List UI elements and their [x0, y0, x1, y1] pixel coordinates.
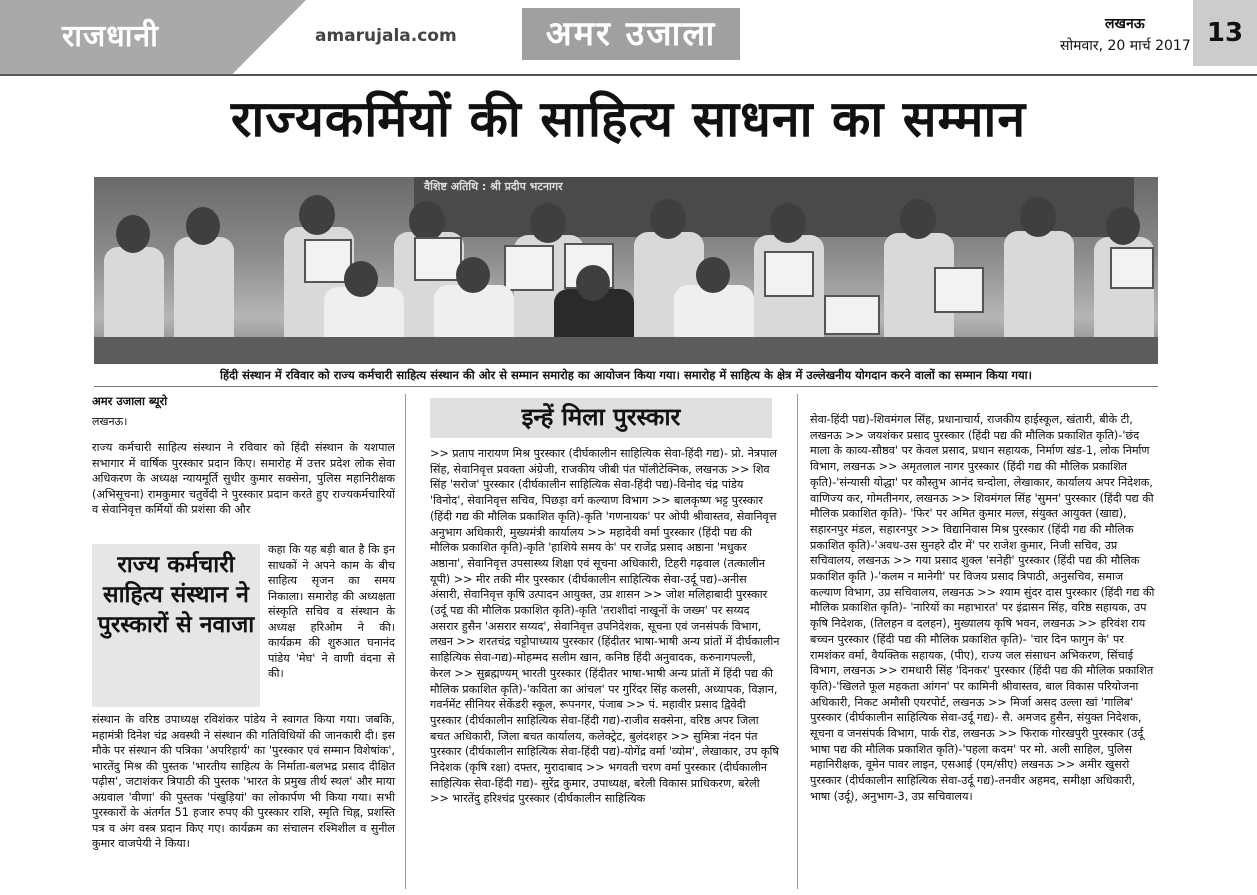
person-figure	[174, 237, 234, 347]
person-head	[530, 203, 566, 243]
edition-city: लखनऊ	[1105, 16, 1145, 32]
stage-table	[94, 337, 1158, 364]
award-plaque	[824, 295, 880, 335]
person-head	[770, 203, 806, 243]
person-head	[576, 265, 610, 301]
person-head	[900, 199, 936, 239]
person-head	[650, 199, 686, 239]
byline: अमर उजाला ब्यूरो	[92, 394, 168, 408]
masthead-logo: अमर उजाला	[522, 8, 740, 60]
person-head	[1020, 197, 1056, 237]
person-head	[1106, 207, 1140, 245]
site-url: amarujala.com	[315, 26, 457, 46]
person-head	[409, 201, 445, 241]
person-head	[186, 207, 220, 245]
award-plaque	[934, 267, 984, 313]
section-name: राजधानी	[62, 19, 159, 54]
person-head	[299, 195, 335, 235]
header-divider	[0, 74, 1257, 76]
caption-divider	[94, 386, 1158, 387]
dateline: लखनऊ।	[92, 415, 128, 428]
pull-quote: राज्य कर्मचारी साहित्य संस्थान ने पुरस्कारों से नवाजा	[97, 552, 255, 638]
column-divider	[405, 394, 406, 889]
awards-list: >> प्रताप नारायण मिश्र पुरस्कार (दीर्घकालीन साहित्यिक सेवा-हिंदी गद्य)- प्रो. नेत्रपाल सिंह, सेवानिवृत्त प्रवक्ता अंग्रेजी, राजकीय जीबी पंत पॉलीटेक्निक, लखनऊ >> शिव सिंह 'सरोज' पुरस्कार (दीर्घकालीन साहित्यिक सेवा-हिंदी पद्य)-विनोद चंद्र पांडेय 'विनोद', सेवानिवृत्त सचिव, पिछड़ा वर्ग कल्याण विभाग >> बालकृष्ण भट्ट पुरस्कार (हिंदी गद्य की मौलिक प्रकाशित कृति)-कृति 'गणनायक' पर ओपी श्रीवास्तव, सेवानिवृत्त अनुभाग अधिकारी, मुख्यमंत्री कार्यालय >> महादेवी वर्मा पुरस्कार (हिंदी पद्य की मौलिक प्रकाशित कृति)-कृति 'हाशिये समय के' पर राजेंद्र प्रसाद अष्ठाना 'मधुकर अष्ठाना', सेवानिवृत्त उपसास्थ्य शिक्षा एवं सूचना अधिकारी, टिहरी गढ़वाल (तत्कालीन यूपी) >> मीर तकी मीर पुरस्कार (दीर्घकालीन साहित्यिक सेवा-उर्दू पद्य)-अनीस अंसारी, सेवानिवृत्त कृषि उत्पादन आयुक्त, उप्र शासन >> जोश मलिहाबादी पुरस्कार (उर्दू पद्य की मौलिक प्रकाशित कृति)-कृति 'तराशीदां नाखूनों के जख्म' पर सय्यद असरार हुसैन 'असरार सय्यद', सेवानिवृत्त उपनिदेशक, सूचना एवं जनसंपर्क विभाग, लखन >> शरतचंद्र चट्टोपाध्याय पुरस्कार (हिंदीतर भाषा-भाषी अन्य प्रांतों में दीर्घकालीन साहित्यिक सेवा-गद्य)-मोहम्मद सलीम खान, कनिष्ठ हिंदी अनुवादक, करुनागपल्ली, केरल >> सुब्रह्मण्यम् भारती पुरस्कार (हिंदीतर भाषा-भाषी अन्य प्रांतों में हिंदी पद्य की मौलिक प्रकाशित कृति)-'कविता का आंचल' पर गुरिंदर सिंह कलसी, अध्यापक, विज्ञान, गवर्नमेंट सीनियर सेकेंडरी स्कूल, रूपनगर, पंजाब >> पं. महावीर प्रसाद द्विवेदी पुरस्कार (दीर्घकालीन साहित्यिक सेवा-हिंदी गद्य)-राजीव सक्सेना, वरिष्ठ अपर जिला बचत अधिकारी, जिला बचत कार्यालय, कलेक्ट्रेट, बुलंदशहर >> सुमित्रा नंदन पंत पुरस्कार (दीर्घकालीन साहित्यिक सेवा-हिंदी पद्य)-योगेंद्र वर्मा 'व्योम', लेखाकार, उप कृषि निदेशक (कृषि रक्षा) दफ्तर, मुरादाबाद >> भगवती चरण वर्मा पुरस्कार (दीर्घकालीन साहित्यिक सेवा-हिंदी गद्य)- सुरेंद्र कुमार, उपाध्यक्ष, बरेली विकास प्राधिकरण, बरेली >> भारतेंदु हरिश्चंद्र पुरस्कार (दीर्घकालीन साहित्यिक	[430, 447, 780, 806]
headline: राज्यकर्मियों की साहित्य साधना का सम्मान	[230, 90, 1027, 148]
page-header	[0, 0, 1257, 74]
awards-title: इन्हें मिला पुरस्कार	[521, 403, 681, 431]
person-figure	[104, 247, 164, 347]
story-paragraph: संस्थान के वरिष्ठ उपाध्यक्ष रविशंकर पांडेय ने स्वागत किया गया। जबकि, महामंत्री दिनेश चंद्र अवस्थी ने संस्थान की गतिविधियों की जानकारी दी। इस मौके पर संस्थान की पत्रिका 'अपरिहार्य' का 'पुरस्कार एवं सम्मान विशेषांक', भारतेंदु मिश्र की पुस्तक 'भारतीय साहित्य के निर्माता-बलभद्र प्रसाद दीक्षित पढ़ीस', जटाशंकर त्रिपाठी की पुस्तक 'भारत के प्रमुख तीर्थ स्थल' और माया अग्रवाल 'वीणा' की पुस्तक 'पंखुड़ियां' का लोकार्पण भी किया गया। सभी पुरस्कारों के अंतर्गत 51 हजार रुपए की पुरस्कार राशि, स्मृति चिह्न, प्रशस्ति पत्र व अंग वस्त्र प्रदान किए गए। कार्यक्रम का संचालन रश्मिशील व सुनील कुमार वाजपेयी ने किया।	[92, 713, 395, 850]
story-paragraph: राज्य कर्मचारी साहित्य संस्थान ने रविवार को हिंदी संस्थान के यशपाल सभागार में वार्षिक पुरस्कार प्रदान किए। समारोह में उत्तर प्रदेश लोक सेवा अधिकरण के अध्यक्ष न्यायमूर्ति सुधीर कुमार सक्सेना, पुलिस महानिरीक्षक (अभिसूचना) रामकुमार चतुर्वेदी ने पुरस्कार प्रदान करते हुए राज्यकर्मचारियों व सेवानिवृत्त कर्मियों की प्रशंसा की और	[92, 441, 395, 516]
person-figure	[1004, 231, 1074, 347]
edition-date: सोमवार, 20 मार्च 2017	[1060, 38, 1191, 54]
awards-list-continued: सेवा-हिंदी पद्य)-शिवमंगल सिंह, प्रधानाचार्य, राजकीय हाईस्कूल, खंतारी, बीके टी, लखनऊ >> जयशंकर प्रसाद पुरस्कार (हिंदी पद्य की मौलिक प्रकाशित कृति)-'छंद माला के काव्य-सौष्ठव' पर केवल प्रसाद, प्रधान सहायक, निर्माण खंड-1, लोक निर्माण विभाग, लखनऊ >> अमृतलाल नागर पुरस्कार (हिंदी गद्य की मौलिक प्रकाशित कृति)-'संन्यासी योद्धा' पर कौस्तुभ आनंद चन्दोला, लेखाकार, कार्यालय अपर निदेशक, वाणिज्य कर, गोमतीनगर, लखनऊ >> शिवमंगल सिंह 'सुमन' पुरस्कार (हिंदी पद्य की मौलिक प्रकाशित कृति)- 'फिर' पर अमित कुमार मल्ल, संयुक्त आयुक्त (खाद्य), सहारनपुर मंडल, सहारनपुर >> विद्यानिवास मिश्र पुरस्कार (हिंदी गद्य की मौलिक प्रकाशित कृति)-'अवध-उस सुनहरे दौर में' पर राजेश कुमार, निजी सचिव, उप्र सचिवालय, लखनऊ >> गया प्रसाद शुक्ल 'सनेही' पुरस्कार (हिंदी पद्य की मौलिक प्रकाशित कृति )-'कलम न मानेगी' पर विजय प्रसाद त्रिपाठी, अनुसचिव, समाज कल्याण विभाग, उप्र सचिवालय, लखनऊ >> श्याम सुंदर दास पुरस्कार (हिंदी गद्य की मौलिक प्रकाशित कृति)- 'नारियों का महाभारत' पर इंद्रासन सिंह, वरिष्ठ सहायक, उप कृषि निदेशक, (तिलहन व दलहन), मुख्यालय कृषि भवन, लखनऊ >> हरिवंश राय बच्चन पुरस्कार (हिंदी पद्य की मौलिक प्रकाशित कृति)- 'चार दिन फागुन के' पर रामशंकर वर्मा, वैयक्तिक सहायक, (पीए), राज्य जल संसाधन अभिकरण, सिंचाई विभाग, लखनऊ >> रामधारी सिंह 'दिनकर' पुरस्कार (हिंदी पद्य की मौलिक प्रकाशित कृति)-'खिलते फूल महकता आंगन' पर कामिनी श्रीवास्तव, बाल विकास परियोजना अधिकारी, निकट अमौसी एयरपोर्ट, लखनऊ >> मिर्जा असद उल्ला खां 'गालिब' पुरस्कार (दीर्घकालीन साहित्यिक सेवा-उर्दू गद्य)- सै. अमजद हुसैन, संयुक्त निदेशक, सूचना व जनसंपर्क विभाग, पार्क रोड, लखनऊ >> फिराक गोरखपुरी पुरस्कार (उर्दू भाषा पद्य की मौलिक प्रकाशित कृति)-'पहला कदम' पर मो. अली साहिल, पुलिस महानिरीक्षक, वूमेन पावर लाइन, एसआई (एम/सीए) लखनऊ >> अमीर खुसरो पुरस्कार (दीर्घकालीन साहित्यिक सेवा-उर्दू गद्य)-तनवीर अहमद, समीक्षा अधिकारी, भाषा (उर्दू), अनुभाग-3, उप्र सचिवालय।	[810, 413, 1155, 803]
photo-caption: हिंदी संस्थान में रविवार को राज्य कर्मचारी साहित्य संस्थान की ओर से सम्मान समारोह का आयोजन किया गया। समारोह में साहित्य के क्षेत्र में उल्लेखनीय योगदान करने वालों का सम्मान किया गया।	[219, 368, 1033, 382]
news-photo	[94, 177, 1158, 364]
person-head	[456, 257, 490, 293]
person-head	[344, 261, 378, 297]
story-paragraph: कहा कि यह बड़ी बात है कि इन साधकों ने अपने काम के बीच साहित्य सृजन का समय निकाला। समारोह की अध्यक्षता संस्कृति सचिव व संस्थान के अध्यक्ष हरिओम ने की। कार्यक्रम की शुरुआत घनानंद पांडेय 'मेघ' ने वाणी वंदना से की।	[268, 543, 395, 680]
award-plaque	[504, 245, 554, 291]
person-head	[696, 257, 730, 293]
person-head	[116, 215, 150, 253]
page-number: 13	[1193, 0, 1257, 66]
award-plaque	[414, 237, 462, 281]
award-plaque	[764, 251, 814, 297]
award-plaque	[1110, 247, 1154, 289]
column-divider	[797, 394, 798, 889]
stage-banner-text: वैशिष्ट अतिथि : श्री प्रदीप भटनागर	[424, 180, 563, 193]
